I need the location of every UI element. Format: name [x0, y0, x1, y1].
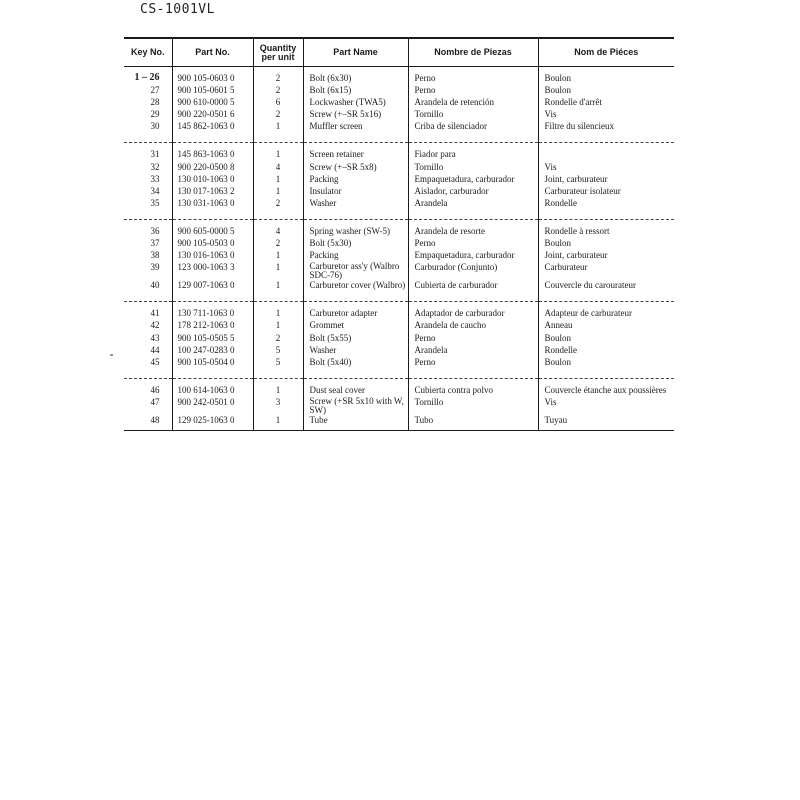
part-name-cell: Screw (+SR 5x10 with W, SW): [303, 397, 408, 415]
french-name-cell: Rondelle: [538, 198, 674, 210]
group-separator-cell: [408, 133, 538, 143]
spanish-name-cell: Cubierta de carburador: [408, 280, 538, 292]
group-separator-cell: [538, 133, 674, 143]
table-row: [124, 97, 674, 109]
part-no-cell: 900 610-0000 5: [172, 97, 253, 109]
french-name-cell: Rondelle: [538, 345, 674, 357]
part-no-cell: 130 016-1063 0: [172, 250, 253, 262]
quantity-cell: 4: [253, 162, 303, 174]
key-cell: 38: [150, 250, 160, 261]
group-separator-cell: [253, 369, 303, 379]
quantity-cell: 1: [253, 174, 303, 186]
key-cell: 31: [150, 149, 160, 160]
part-name-cell: Dust seal cover: [303, 385, 408, 397]
spanish-name-cell: Perno: [408, 357, 538, 369]
table-row: [124, 198, 674, 210]
part-no-cell: 900 105-0504 0: [172, 357, 253, 369]
group-separator-cell: [538, 210, 674, 220]
french-name-cell: Couvercle étanche aux poussières: [538, 385, 674, 397]
french-name-cell: [538, 149, 674, 161]
table-end-rule-cell: [408, 427, 538, 431]
part-name-cell: Screw (+–SR 5x8): [303, 162, 408, 174]
key-cell: 42: [150, 320, 160, 331]
key-cell: 41: [150, 308, 160, 319]
key-cell: 36: [150, 225, 160, 236]
key-cell: 43: [150, 332, 160, 343]
group-separator-cell: [253, 133, 303, 143]
spanish-name-cell: Arandela de retención: [408, 97, 538, 109]
french-name-cell: Boulon: [538, 333, 674, 345]
header-quantity-line1: Quantity: [259, 42, 297, 53]
table-end-rule-cell: [303, 427, 408, 431]
spanish-name-cell: Arandela de caucho: [408, 320, 538, 332]
spanish-name-cell: Arandela: [408, 345, 538, 357]
table-row: [124, 149, 674, 161]
group-separator: [124, 133, 674, 143]
quantity-cell: 1: [253, 320, 303, 332]
table-row: [124, 186, 674, 198]
french-name-cell: Carburateur: [538, 262, 674, 280]
quantity-cell: 1: [253, 121, 303, 133]
french-name-cell: Boulon: [538, 73, 674, 85]
table-row: [124, 162, 674, 174]
key-cell: 27: [150, 85, 160, 96]
quantity-cell: 1: [253, 186, 303, 198]
spanish-name-cell: Tubo: [408, 415, 538, 427]
french-name-cell: Joint, carburateur: [538, 174, 674, 186]
french-name-cell: Joint, carburateur: [538, 250, 674, 262]
group-separator-cell: [124, 292, 172, 302]
stray-mark: [110, 354, 113, 356]
header-nom-de-pieces: Nom de Piéces: [538, 38, 674, 67]
group-separator-cell: [408, 369, 538, 379]
french-name-cell: Vis: [538, 397, 674, 415]
french-name-cell: Rondelle d'arrêt: [538, 97, 674, 109]
part-no-cell: 129 025-1063 0: [172, 415, 253, 427]
header-part-no: Part No.: [172, 38, 253, 67]
part-no-cell: 900 220-0500 8: [172, 162, 253, 174]
document-code: CS-1001VL: [140, 2, 215, 17]
french-name-cell: Boulon: [538, 85, 674, 97]
group-separator-cell: [172, 210, 253, 220]
group-separator-cell: [303, 210, 408, 220]
group-separator: [124, 292, 674, 302]
quantity-cell: 5: [253, 345, 303, 357]
table-row: [124, 226, 674, 238]
table-row: [124, 262, 674, 280]
quantity-cell: 2: [253, 109, 303, 121]
header-quantity: [253, 38, 303, 67]
key-cell: 32: [150, 161, 160, 172]
part-name-cell: Bolt (6x30): [303, 73, 408, 85]
part-name-cell: Bolt (5x30): [303, 238, 408, 250]
group-separator-cell: [172, 292, 253, 302]
table-row: [124, 320, 674, 332]
group-separator: [124, 210, 674, 220]
group-separator-cell: [408, 210, 538, 220]
spanish-name-cell: Perno: [408, 333, 538, 345]
part-name-cell: Packing: [303, 250, 408, 262]
spanish-name-cell: Tornillo: [408, 109, 538, 121]
quantity-cell: 2: [253, 73, 303, 85]
french-name-cell: Tuyau: [538, 415, 674, 427]
quantity-cell: 5: [253, 357, 303, 369]
part-name-cell: Muffler screen: [303, 121, 408, 133]
key-cell: 44: [150, 344, 160, 355]
group-separator-cell: [172, 369, 253, 379]
table-row: [124, 174, 674, 186]
key-cell: 37: [150, 238, 160, 249]
french-name-cell: Carburateur isolateur: [538, 186, 674, 198]
table-row: [124, 333, 674, 345]
group-separator-cell: [538, 292, 674, 302]
part-no-cell: 900 105-0603 0: [172, 73, 253, 85]
part-no-cell: 130 010-1063 0: [172, 174, 253, 186]
table-row: [124, 73, 674, 85]
french-name-cell: Filtre du silencieux: [538, 121, 674, 133]
key-cell: 30: [150, 121, 160, 132]
table-row: [124, 85, 674, 97]
french-name-cell: Boulon: [538, 357, 674, 369]
table-row: [124, 397, 674, 415]
french-name-cell: Boulon: [538, 238, 674, 250]
part-name-cell: Carburetor ass'y (Walbro SDC-76): [303, 262, 408, 280]
part-no-cell: 900 105-0601 5: [172, 85, 253, 97]
group-separator-cell: [253, 292, 303, 302]
table-body: [124, 67, 674, 431]
part-name-cell: Carburetor adapter: [303, 308, 408, 320]
key-cell: 48: [150, 414, 160, 425]
group-separator-cell: [124, 133, 172, 143]
part-no-cell: 900 105-0503 0: [172, 238, 253, 250]
quantity-cell: 1: [253, 250, 303, 262]
quantity-cell: 1: [253, 149, 303, 161]
spanish-name-cell: Arandela: [408, 198, 538, 210]
part-name-cell: Tube: [303, 415, 408, 427]
french-name-cell: Couvercle du carourateur: [538, 280, 674, 292]
quantity-cell: 2: [253, 238, 303, 250]
spanish-name-cell: Tornillo: [408, 397, 538, 415]
part-no-cell: 178 212-1063 0: [172, 320, 253, 332]
group-separator-cell: [303, 292, 408, 302]
group-separator: [124, 369, 674, 379]
part-name-cell: Bolt (5x55): [303, 333, 408, 345]
quantity-cell: 1: [253, 262, 303, 280]
table-header: [124, 38, 674, 67]
header-nombre-de-piezas: Nombre de Piezas: [408, 38, 538, 67]
group-separator-cell: [538, 369, 674, 379]
part-name-cell: Grommet: [303, 320, 408, 332]
spanish-name-cell: Aislador, carburador: [408, 186, 538, 198]
part-no-cell: 100 614-1063 0: [172, 385, 253, 397]
quantity-cell: 2: [253, 85, 303, 97]
part-no-cell: 130 711-1063 0: [172, 308, 253, 320]
key-cell: 33: [150, 173, 160, 184]
part-name-cell: Screw (+–SR 5x16): [303, 109, 408, 121]
table-end-rule-cell: [253, 427, 303, 431]
key-cell: 35: [150, 197, 160, 208]
spanish-name-cell: Perno: [408, 238, 538, 250]
french-name-cell: Vis: [538, 162, 674, 174]
part-no-cell: 145 863-1063 0: [172, 149, 253, 161]
spanish-name-cell: Tornillo: [408, 162, 538, 174]
part-name-cell: Bolt (5x40): [303, 357, 408, 369]
spanish-name-cell: Empaquetadura, carburador: [408, 250, 538, 262]
key-cell: 1 – 26: [134, 73, 160, 83]
quantity-cell: 1: [253, 308, 303, 320]
table-row: [124, 250, 674, 262]
part-name-cell: Carburetor cover (Walbro): [303, 280, 408, 292]
table-end-rule: [124, 427, 674, 431]
header-key-no: Key No.: [124, 38, 172, 67]
part-name-cell: Washer: [303, 345, 408, 357]
key-cell: 34: [150, 185, 160, 196]
french-name-cell: Adapteur de carburateur: [538, 308, 674, 320]
spanish-name-cell: Cubierta contra polvo: [408, 385, 538, 397]
quantity-cell: 1: [253, 415, 303, 427]
key-cell: 29: [150, 109, 160, 120]
key-cell: 45: [150, 356, 160, 367]
table-row: [124, 308, 674, 320]
table-row: [124, 385, 674, 397]
table-row: [124, 238, 674, 250]
spanish-name-cell: Fiador para: [408, 149, 538, 161]
part-name-cell: Bolt (6x15): [303, 85, 408, 97]
french-name-cell: Rondelle à ressort: [538, 226, 674, 238]
part-no-cell: 900 105-0505 5: [172, 333, 253, 345]
group-separator-cell: [408, 292, 538, 302]
part-no-cell: 900 242-0501 0: [172, 397, 253, 415]
part-no-cell: 123 000-1063 3: [172, 262, 253, 280]
french-name-cell: Vis: [538, 109, 674, 121]
part-name-cell: Insulator: [303, 186, 408, 198]
table-row: [124, 280, 674, 292]
part-no-cell: 145 862-1063 0: [172, 121, 253, 133]
part-no-cell: 130 031-1063 0: [172, 198, 253, 210]
group-separator-cell: [303, 369, 408, 379]
quantity-cell: 3: [253, 397, 303, 415]
french-name-cell: Anneau: [538, 320, 674, 332]
part-no-cell: 100 247-0283 0: [172, 345, 253, 357]
parts-list-table: [124, 37, 674, 431]
spanish-name-cell: Carburador (Conjunto): [408, 262, 538, 280]
group-separator-cell: [124, 210, 172, 220]
spanish-name-cell: Criba de silenciador: [408, 121, 538, 133]
key-cell: 46: [150, 384, 160, 395]
spanish-name-cell: Empaquetadura, carburador: [408, 174, 538, 186]
part-no-cell: 129 007-1063 0: [172, 280, 253, 292]
key-cell: 40: [150, 280, 160, 291]
key-cell: 28: [150, 97, 160, 108]
quantity-cell: 1: [253, 280, 303, 292]
key-cell: 47: [150, 396, 160, 407]
table-row: [124, 357, 674, 369]
group-separator-cell: [124, 369, 172, 379]
table-row: [124, 415, 674, 427]
table-end-rule-cell: [172, 427, 253, 431]
table-row: [124, 345, 674, 357]
group-separator-cell: [303, 133, 408, 143]
part-name-cell: Packing: [303, 174, 408, 186]
table-row: [124, 109, 674, 121]
spanish-name-cell: Perno: [408, 73, 538, 85]
part-name-cell: Spring washer (SW-5): [303, 226, 408, 238]
group-separator-cell: [172, 133, 253, 143]
part-no-cell: 900 605-0000 5: [172, 226, 253, 238]
quantity-cell: 4: [253, 226, 303, 238]
header-part-name: Part Name: [303, 38, 408, 67]
part-no-cell: 900 220-0501 6: [172, 109, 253, 121]
quantity-cell: 6: [253, 97, 303, 109]
quantity-cell: 2: [253, 333, 303, 345]
table-row: [124, 121, 674, 133]
part-name-cell: Screen retainer: [303, 149, 408, 161]
spanish-name-cell: Perno: [408, 85, 538, 97]
key-cell: 39: [150, 262, 160, 273]
part-no-cell: 130 017-1063 2: [172, 186, 253, 198]
group-separator-cell: [253, 210, 303, 220]
header-quantity-line2: per unit: [261, 51, 295, 62]
table-end-rule-cell: [124, 427, 172, 431]
part-name-cell: Washer: [303, 198, 408, 210]
spanish-name-cell: Arandela de resorte: [408, 226, 538, 238]
quantity-cell: 2: [253, 198, 303, 210]
spanish-name-cell: Adaptador de carburador: [408, 308, 538, 320]
table-end-rule-cell: [538, 427, 674, 431]
part-name-cell: Lockwasher (TWA5): [303, 97, 408, 109]
quantity-cell: 1: [253, 385, 303, 397]
